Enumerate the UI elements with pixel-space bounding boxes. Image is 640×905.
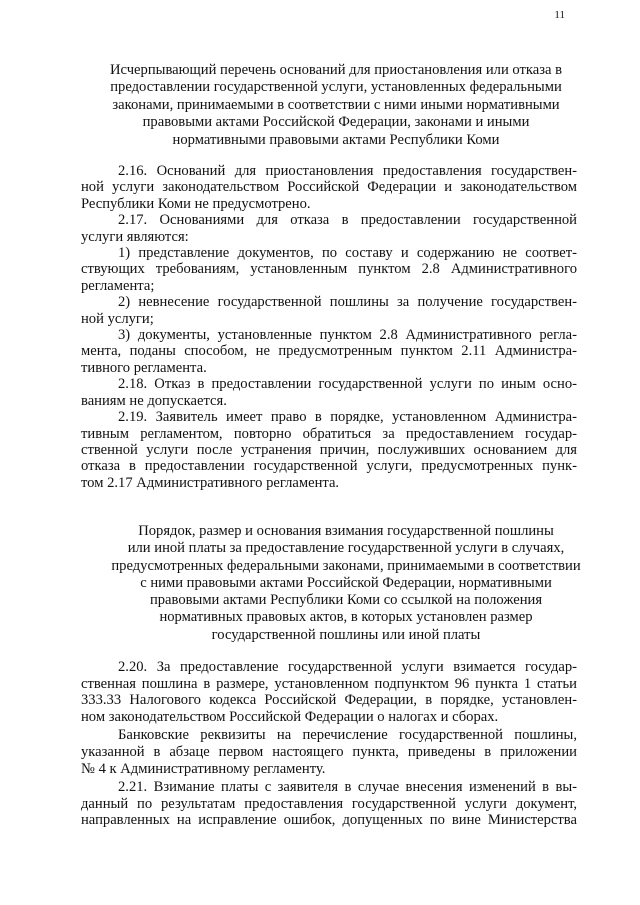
section-body-state-duty: [81, 659, 577, 829]
text-line: отказа в предоставлении государственной услуги, предусмотренных пунк-: [81, 458, 577, 475]
text-line: № 4 к Административному регламенту.: [81, 760, 326, 777]
text-line: том 2.17 Административного регламента.: [81, 474, 340, 491]
heading-line: нормативными правовыми актами Республики Коми: [172, 131, 500, 148]
text-line: указанной в абзаце первом настоящего пункта, приведены в приложении: [81, 743, 577, 760]
text-line: 1) представление документов, по составу и содержанию не соответ-: [118, 245, 577, 262]
text-line: 2.20. За предоставление государственной услуги взимается государ-: [118, 659, 577, 675]
text-line: ной услуги законодательством Российской Федерации и законодательством: [81, 179, 577, 196]
heading-line: правовыми актами Республики Коми со ссылкой на положения: [149, 592, 543, 609]
paragraph-2-19: [81, 409, 577, 491]
heading-line: государственной пошлины или иной платы: [211, 626, 481, 643]
heading-line: правовыми актами Российской Федерации, законами и иными: [142, 114, 530, 131]
heading-line: предусмотренных федеральными законами, принимаемыми в соответствии: [111, 557, 581, 574]
text-line: 2.16. Оснований для приостановления предоставления государствен-: [118, 163, 577, 179]
text-line: 333.33 Налогового кодекса Российской Федерации, в порядке, установлен-: [81, 692, 577, 709]
text-line: регламента;: [81, 277, 155, 294]
heading-line: Исчерпывающий перечень оснований для приостановления или отказа в: [109, 62, 563, 78]
text-line: тивного регламента.: [81, 359, 207, 376]
text-line: ствующих требованиям, установленным пунктом 2.8 Административного: [81, 261, 577, 278]
text-line: 2) невнесение государственной пошлины за получение государствен-: [118, 294, 577, 311]
text-line: Банковские реквизиты на перечисление государственной пошлины,: [118, 727, 577, 744]
paragraph-2-17: [81, 212, 577, 245]
section-body-grounds-for-refusal: [81, 163, 577, 491]
text-line: услуги являются:: [81, 228, 189, 245]
heading-line: с ними правовыми актами Российской Федерации, нормативными: [140, 574, 552, 591]
page-number: 11: [554, 9, 565, 21]
text-line: направленных на исправление ошибок, допущенных по вине Министерства: [81, 812, 577, 829]
heading-line: Порядок, размер и основания взимания государственной пошлины: [138, 523, 554, 539]
paragraph-2-16: [81, 163, 577, 212]
heading-line: предоставлении государственной услуги, установленных федеральными: [110, 79, 562, 96]
paragraph-2-18: [81, 376, 577, 409]
text-line: ной услуги;: [81, 310, 154, 327]
section-heading-state-duty: [96, 523, 596, 644]
list-item-3: [81, 327, 577, 376]
heading-line: или иной платы за предоставление государственной услуги в случаях,: [127, 540, 565, 557]
paragraph-bank-details: [81, 727, 577, 777]
text-line: ственная пошлина в размере, установленном подпунктом 96 пункта 1 статьи: [81, 675, 577, 692]
text-line: ном законодательством Российской Федерации о налогах и сборах.: [81, 708, 499, 725]
text-line: 2.21. Взимание платы с заявителя в случае внесения изменений в вы-: [118, 779, 577, 796]
list-item-2: [81, 294, 577, 327]
heading-line: нормативных правовых актов, в которых установлен размер: [159, 609, 533, 626]
text-line: ваниям не допускается.: [81, 392, 227, 409]
text-line: 2.17. Основаниями для отказа в предоставлении государственной: [118, 212, 577, 229]
text-line: тивным регламентом, повторно обратиться за предоставлением государ-: [81, 425, 577, 442]
section-heading-grounds-for-refusal: [86, 62, 586, 149]
text-line: мента, поданы способом, не предусмотренным пунктом 2.11 Администра-: [81, 343, 577, 360]
text-line: 2.19. Заявитель имеет право в порядке, установленном Администра-: [118, 409, 577, 426]
paragraph-2-20: [81, 659, 577, 725]
text-line: ственной услуги после устранения причин, послуживших основанием для: [81, 441, 577, 458]
text-line: 3) документы, установленные пунктом 2.8 Административного регла-: [118, 327, 577, 344]
text-line: Республики Коми не предусмотрено.: [81, 195, 311, 212]
text-line: данный по результатам предоставления государственной услуги документ,: [81, 795, 577, 812]
text-line: 2.18. Отказ в предоставлении государственной услуги по иным осно-: [118, 376, 577, 393]
paragraph-2-21: [81, 779, 577, 829]
list-item-1: [81, 245, 577, 294]
heading-line: законами, принимаемыми в соответствии с ними иными нормативными: [112, 96, 560, 113]
